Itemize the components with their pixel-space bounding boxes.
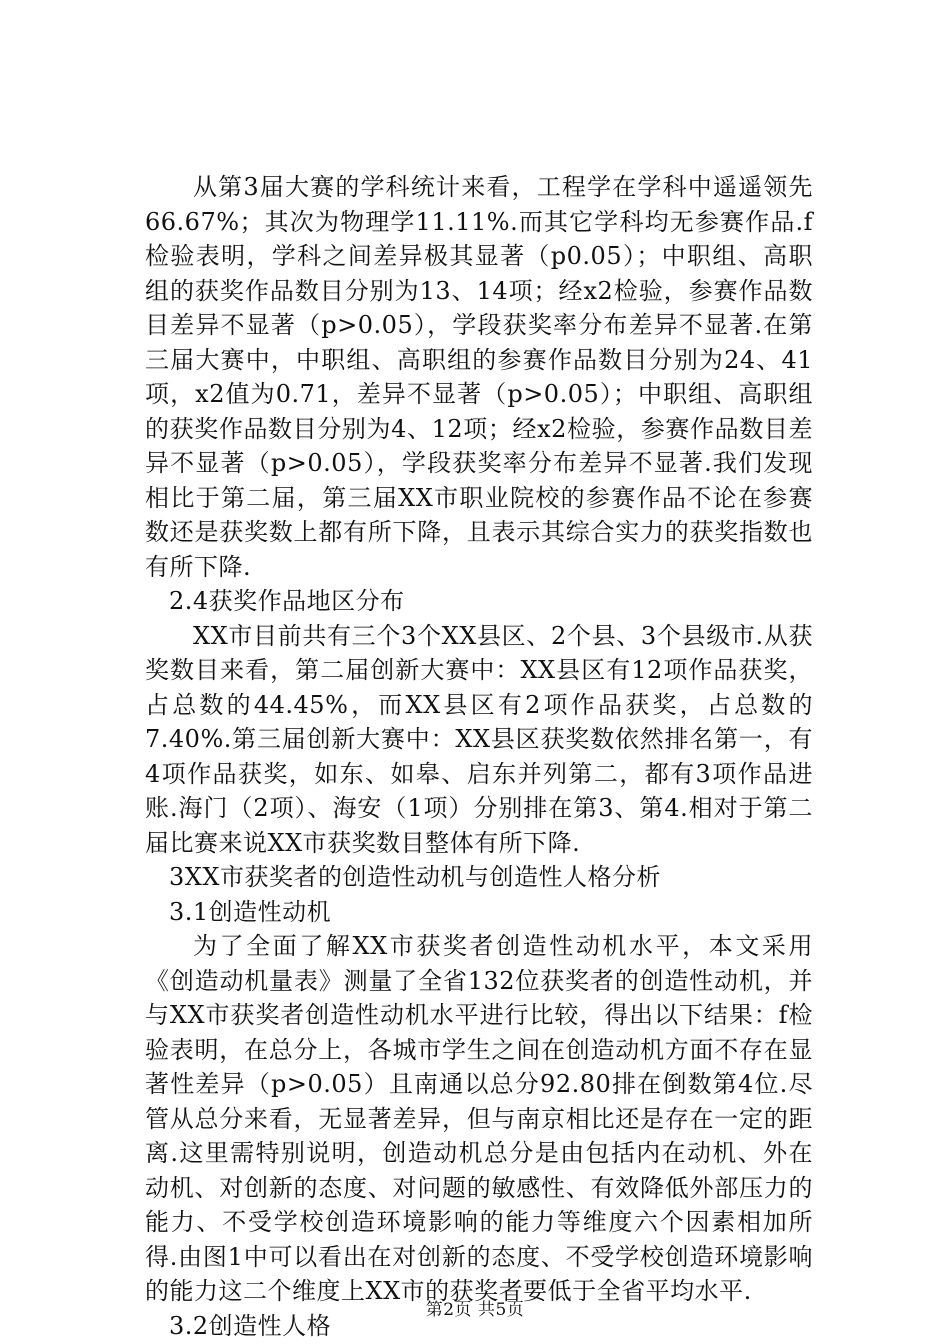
page-footer: 第2页 共5页	[425, 1300, 525, 1320]
paragraph-creative-motivation: 为了全面了解XX市获奖者创造性动机水平，本文采用《创造动机量表》测量了全省132位获奖者的创造性动机，并与XX市获奖者创造性动机水平进行比较，得出以下结果：f检验表明，在总分上，各城市学生之间在创造动机方面不存在显著性差异（p>0.05）且南通以总分92.80排在倒数第4位.尽管从总分来看，无显著差异，但与南京相比还是存在一定的距离.这里需特别说明，创造动机总分是由包括内在动机、外在动机、对创新的态度、对问题的敏感性、有效降低外部压力的能力、不受学校创造环境影响的能力等维度六个因素相加所得.由图1中可以看出在对创新的态度、不受学校创造环境影响的能力这二个维度上XX市的获奖者要低于全省平均水平.	[145, 932, 813, 1305]
paragraph-discipline-statistics: 从第3届大赛的学科统计来看，工程学在学科中遥遥领先66.67%；其次为物理学11.11%.而其它学科均无参赛作品.f检验表明，学科之间差异极其显著（p0.05）；中职组、高职组的获奖作品数目分别为13、14项；经x2检验，参赛作品数目差异不显著（p>0.05），学段获奖率分布差异不显著.在第三届大赛中，中职组、高职组的参赛作品数目分别为24、41项，x2值为0.71，差异不显著（p>0.05）；中职组、高职组的获奖作品数目分别为4、12项；经x2检验，参赛作品数目差异不显著（p>0.05），学段获奖率分布差异不显著.我们发现相比于第二届，第三届XX市职业院校的参赛作品不论在参赛数还是获奖数上都有所下降，且表示其综合实力的获奖指数也有所下降.	[145, 173, 813, 581]
document-body	[145, 170, 813, 1343]
section-heading-2-4: 2.4获奖作品地区分布	[169, 587, 405, 615]
section-heading-3: 3XX市获奖者的创造性动机与创造性人格分析	[169, 863, 661, 891]
section-heading-3-2: 3.2创造性人格	[169, 1311, 332, 1340]
paragraph-regional-distribution: XX市目前共有三个3个XX县区、2个县、3个县级市.从获奖数目来看，第二届创新大赛中：XX县区有12项作品获奖，占总数的44.45%，而XX县区有2项作品获奖，占总数的7.40%.第三届创新大赛中：XX县区获奖数依然排名第一，有4项作品获奖，如东、如皋、启东并列第二，都有3项作品进账.海门（2项）、海安（1项）分别排在第3、第4.相对于第二届比赛来说XX市获奖数目整体有所下降.	[145, 621, 813, 857]
section-heading-3-1: 3.1创造性动机	[169, 897, 332, 926]
